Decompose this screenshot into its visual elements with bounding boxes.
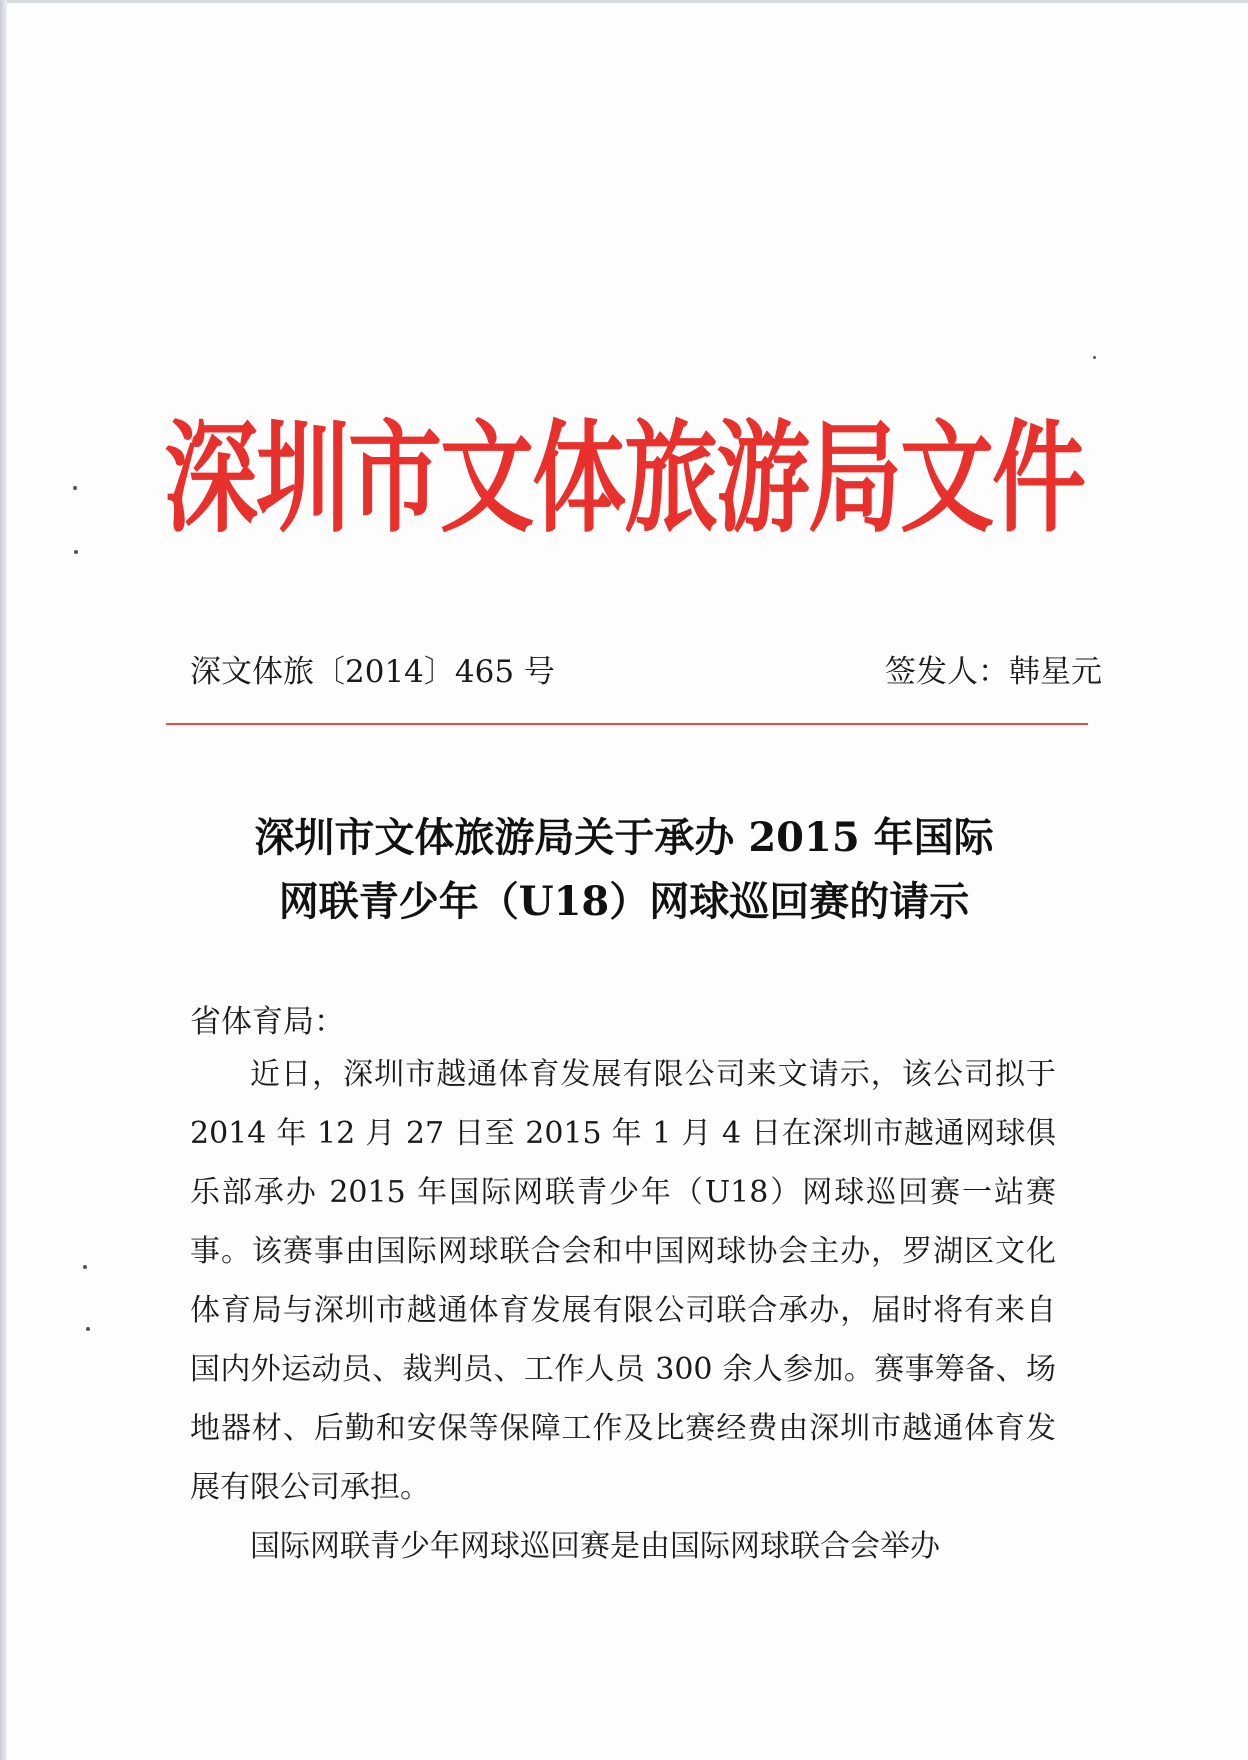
document-number: 深文体旅〔2014〕465 号 bbox=[190, 654, 555, 690]
scan-speck bbox=[1093, 356, 1096, 359]
document-body bbox=[190, 1045, 1056, 1576]
scan-edge-left bbox=[0, 0, 7, 1760]
body-paragraph: 国际网联青少年网球巡回赛是由国际网球联合会举办 bbox=[250, 1529, 940, 1564]
scan-speck bbox=[73, 486, 77, 490]
scan-speck bbox=[74, 550, 78, 554]
scan-edge-top bbox=[0, 0, 1248, 3]
red-divider-rule bbox=[166, 723, 1088, 725]
addressee: 省体育局： bbox=[190, 1004, 345, 1040]
masthead-title: 深圳市文体旅游局文件 bbox=[163, 409, 1084, 550]
issuer-signature-label: 签发人：韩星元 bbox=[885, 654, 1102, 690]
scan-speck bbox=[86, 1327, 90, 1331]
title-line-2: 网联青少年（U18）网球巡回赛的请示 bbox=[278, 878, 970, 925]
document-title bbox=[150, 806, 1098, 934]
body-paragraph: 近日，深圳市越通体育发展有限公司来文请示，该公司拟于 2014 年 12 月 27 日至 2015 年 1 月 4 日在深圳市越通网球俱乐部承办 2015 年国际网联青少年（U18）网球巡回赛一站赛事。该赛事由国际网球联合会和中国网球协会主办，罗湖区文化体育局与深圳市越通体育发展有限公司联合承办，届时将有来自国内外运动员、裁判员、工作人员 300 余人参加。赛事筹备、场地器材、后勤和安保等保障工作及比赛经费由深圳市越通体育发展有限公司承担。 bbox=[190, 1057, 1056, 1505]
scan-speck bbox=[83, 1265, 87, 1269]
title-line-1: 深圳市文体旅游局关于承办 2015 年国际 bbox=[254, 814, 994, 861]
